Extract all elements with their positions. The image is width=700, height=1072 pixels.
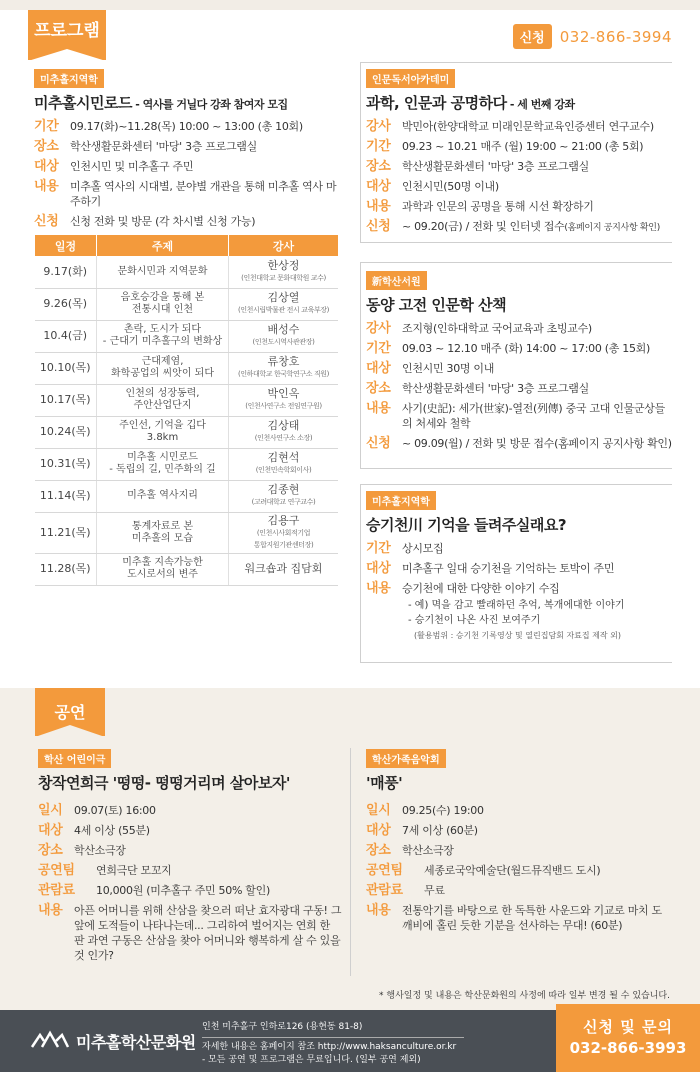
performance-title: 창작연희극 '떵떵- 떵떵거리며 살아보자' — [38, 774, 290, 792]
table-header-topic: 주제 — [97, 235, 229, 256]
schedule-date: 10.17(목) — [35, 384, 97, 416]
info-key: 신청 — [366, 436, 391, 451]
info-value: 세종로국악예술단(월드뮤직밴드 도시) — [424, 864, 601, 877]
schedule-lecturer: 한상정 (인천대학교 문화대학원 교수) — [229, 256, 339, 288]
info-value: 무료 — [424, 884, 445, 897]
table-row — [35, 288, 339, 320]
table-row — [35, 256, 339, 288]
info-key: 내용 — [366, 581, 391, 596]
apply-inquiry-label: 신청 및 문의 — [583, 1018, 673, 1036]
schedule-topic: 통계자료로 본 미추홀의 모습 — [97, 512, 229, 553]
schedule-lecturer: 배성수 (인천도시역사관관장) — [229, 320, 339, 352]
info-key: 강사 — [366, 119, 391, 134]
info-value: 09.23 ~ 10.21 매주 (월) 19:00 ~ 21:00 (총 5회) — [402, 140, 644, 153]
info-row — [366, 119, 672, 134]
info-row — [34, 214, 339, 229]
info-key: 장소 — [366, 381, 391, 396]
box-border — [360, 662, 672, 663]
info-row — [38, 883, 343, 898]
schedule-topic: 미추홀 지속가능한 도시로서의 변주 — [97, 553, 229, 585]
apply-phone[interactable]: 032-866-3994 — [559, 27, 672, 46]
info-value: 09.17(화)~11.28(목) 10:00 ~ 13:00 (총 10회) — [70, 120, 303, 133]
info-row — [366, 199, 672, 214]
info-key: 기간 — [366, 541, 391, 556]
table-row — [35, 320, 339, 352]
info-value: 미추홀 역사의 시대별, 분야별 개관을 통해 미추홀 역사 마주하기 — [70, 180, 337, 208]
info-key: 일시 — [366, 803, 391, 818]
performance-label: 학산가족음악회 — [366, 749, 446, 768]
info-row — [366, 561, 672, 576]
info-value: 10,000원 (미추홀구 주민 50% 할인) — [96, 884, 270, 897]
info-value: 학산생활문화센터 '마당' 3층 프로그램실 — [70, 140, 257, 153]
performance-title: '매풍' — [366, 774, 403, 792]
schedule-topic: 미추홀 시민로드 - 독립의 길, 민주화의 길 — [97, 448, 229, 480]
info-row — [38, 863, 343, 878]
info-row — [366, 843, 672, 858]
performance-column-divider — [350, 748, 351, 976]
info-key: 장소 — [38, 843, 63, 858]
info-row — [366, 159, 672, 174]
info-key: 내용 — [34, 179, 59, 194]
info-key: 대상 — [34, 159, 59, 174]
info-key: 기간 — [366, 341, 391, 356]
footnote: * 행사일정 및 내용은 학산문화원의 사정에 따라 일부 변경 될 수 있습니다. — [379, 991, 670, 1001]
schedule-topic: 근대제염, 화학공업의 씨앗이 되다 — [97, 352, 229, 384]
example-item: - 승기천이 나온 사진 보여주기 — [408, 615, 541, 626]
schedule-lecturer: 김상열 (인천시립박물관 전시 교육부장) — [229, 288, 339, 320]
info-row — [34, 179, 339, 209]
info-key: 대상 — [38, 823, 63, 838]
footer-separator — [202, 1037, 464, 1038]
performance-tag-label: 공연 — [54, 703, 86, 722]
schedule-date: 11.21(목) — [35, 512, 97, 553]
table-row — [35, 553, 339, 585]
info-key: 대상 — [366, 361, 391, 376]
program-label: 미추홀지역학 — [34, 69, 104, 88]
schedule-topic: 인천의 성장동력, 주안산업단지 — [97, 384, 229, 416]
example-item: - 예) 멱을 감고 빨래하던 추억, 복개에대한 이야기 — [408, 600, 625, 611]
usage-note: (활용범위 : 승기천 기록영상 및 열린집담회 자료집 제작 외) — [414, 631, 622, 640]
info-row — [366, 219, 672, 236]
info-value: 09.07(토) 16:00 — [74, 804, 156, 817]
info-value: ~ 09.09(월) / 전화 및 방문 접수(홈페이지 공지사항 확인) — [402, 437, 672, 450]
info-key: 일시 — [38, 803, 63, 818]
footer-free-note: - 모든 공연 및 프로그램은 무료입니다. (일부 공연 제외) — [202, 1055, 421, 1065]
table-row — [35, 448, 339, 480]
info-value: 학산소극장 — [402, 844, 454, 857]
schedule-lecturer: 김현석 (인천민속학회이사) — [229, 448, 339, 480]
info-row — [366, 903, 672, 933]
program-section-tag — [28, 10, 106, 60]
info-value: 인천시민(50명 이내) — [402, 180, 499, 193]
info-row — [38, 823, 343, 838]
schedule-topic: 음호승강을 통해 본 전통시대 인천 — [97, 288, 229, 320]
haksan-logo-icon — [30, 1029, 70, 1051]
schedule-date: 10.31(목) — [35, 448, 97, 480]
box-border — [360, 484, 361, 662]
schedule-lecturer: 김상태 (인천사연구소 소장) — [229, 416, 339, 448]
info-value: 승기천에 대한 다양한 이야기 수집 — [402, 582, 560, 595]
schedule-date: 11.14(목) — [35, 480, 97, 512]
info-value: 학산생활문화센터 '마당' 3층 프로그램실 — [402, 160, 589, 173]
org-name: 미추홀학산문화원 — [76, 1033, 196, 1052]
info-row — [366, 823, 672, 838]
program-mich-citizen-road — [34, 68, 339, 234]
schedule-topic: 미추홀 역사지리 — [97, 480, 229, 512]
info-row — [366, 139, 672, 154]
schedule-lecturer: 류창호 (인하대학교 한국학연구소 직원) — [229, 352, 339, 384]
schedule-date: 10.10(목) — [35, 352, 97, 384]
info-row — [38, 803, 343, 818]
program-science-humanities — [366, 68, 672, 241]
memory-examples — [408, 598, 672, 643]
performance-family-concert — [366, 748, 672, 938]
info-row — [366, 401, 672, 431]
info-value: 09.03 ~ 12.10 매주 (화) 14:00 ~ 17:00 (총 15회) — [402, 342, 650, 355]
info-row — [366, 436, 672, 451]
apply-badge: 신청 — [513, 24, 552, 49]
box-border — [360, 484, 672, 485]
program-seunggicheon-memory — [366, 490, 672, 643]
schedule-date: 10.24(목) — [35, 416, 97, 448]
schedule-lecturer: 워크숍과 집담회 — [229, 553, 339, 585]
info-row — [366, 803, 672, 818]
info-row — [38, 903, 343, 963]
table-row — [35, 480, 339, 512]
info-value: 상시모집 — [402, 542, 444, 555]
info-key: 내용 — [366, 903, 391, 918]
schedule-table — [34, 235, 338, 586]
info-key: 신청 — [366, 219, 391, 234]
info-row — [366, 361, 672, 376]
program-title: 과학, 인문과 공명하다 - 세 번째 강좌 — [366, 94, 575, 112]
info-row — [366, 883, 672, 898]
apply-inquiry-phone[interactable]: 032-866-3993 — [569, 1039, 687, 1057]
footer-website[interactable]: 자세한 내용은 홈페이지 참조 http://www.haksanculture.or.kr — [202, 1042, 457, 1052]
info-row — [366, 581, 672, 596]
table-row — [35, 384, 339, 416]
info-key: 대상 — [366, 561, 391, 576]
schedule-date: 11.28(목) — [35, 553, 97, 585]
table-row — [35, 512, 339, 553]
program-tag-label: 프로그램 — [34, 21, 100, 41]
info-key: 내용 — [366, 401, 391, 416]
info-value: 인천시민 및 미추홀구 주민 — [70, 160, 194, 173]
info-key: 강사 — [366, 321, 391, 336]
schedule-date: 9.26(목) — [35, 288, 97, 320]
info-key: 공연팀 — [366, 863, 403, 878]
box-border — [360, 468, 672, 469]
footer-address: 인천 미추홀구 인하로126 (용현동 81-8) — [202, 1022, 363, 1032]
performance-section-tag — [35, 688, 105, 736]
table-row — [35, 352, 339, 384]
performance-label: 학산 어린이극 — [38, 749, 111, 768]
info-value: 박민아(한양대학교 미래인문학교육인증센터 연구교수) — [402, 120, 654, 133]
info-value: 인천시민 30명 이내 — [402, 362, 495, 375]
info-key: 장소 — [366, 843, 391, 858]
info-key: 관람료 — [38, 883, 75, 898]
footer-apply-box[interactable] — [556, 1004, 700, 1072]
table-row — [35, 416, 339, 448]
info-value: 연희극단 모꼬지 — [96, 864, 172, 877]
info-row — [366, 541, 672, 556]
info-row — [366, 381, 672, 396]
program-label: 인문독서아카데미 — [366, 69, 455, 88]
info-row — [366, 321, 672, 336]
info-value: 전통악기를 바탕으로 한 독특한 사운드와 기교로 마치 도깨비에 홀린 듯한 기분을 선사하는 무대! (60분) — [402, 904, 662, 932]
box-border — [360, 62, 361, 242]
box-border — [360, 262, 672, 263]
table-header-lecturer: 강사 — [229, 235, 339, 256]
info-row — [34, 159, 339, 174]
box-border — [360, 262, 361, 468]
info-value: ~ 09.20(금) / 전화 및 인터넷 접수(홈페이지 공지사항 확인) — [402, 220, 660, 233]
info-row — [34, 139, 339, 154]
footer-info — [202, 1041, 456, 1067]
info-key: 대상 — [366, 179, 391, 194]
table-header-date: 일정 — [35, 235, 97, 256]
box-border — [360, 62, 672, 63]
info-key: 공연팀 — [38, 863, 75, 878]
program-title: 승기천川 기억을 들려주실래요? — [366, 516, 567, 534]
info-value: 신청 전화 및 방문 (각 차시별 신청 가능) — [70, 215, 256, 228]
info-key: 장소 — [366, 159, 391, 174]
info-key: 장소 — [34, 139, 59, 154]
program-title: 미추홀시민로드 - 역사를 거닐다 강좌 참여자 모집 — [34, 94, 288, 112]
info-key: 기간 — [366, 139, 391, 154]
info-row — [38, 843, 343, 858]
info-key: 내용 — [366, 199, 391, 214]
info-row — [34, 119, 339, 134]
schedule-date: 10.4(금) — [35, 320, 97, 352]
schedule-date: 9.17(화) — [35, 256, 97, 288]
info-value: 학산소극장 — [74, 844, 126, 857]
info-key: 기간 — [34, 119, 59, 134]
info-row — [366, 863, 672, 878]
info-value: 미추홀구 일대 승기천을 기억하는 토박이 주민 — [402, 562, 615, 575]
info-key: 관람료 — [366, 883, 403, 898]
column-divider — [350, 62, 351, 677]
apply-contact-top — [513, 24, 672, 49]
schedule-topic: 문화시민과 지역문화 — [97, 256, 229, 288]
info-key: 신청 — [34, 214, 59, 229]
info-key: 내용 — [38, 903, 63, 918]
program-label: 新학산서원 — [366, 271, 427, 290]
info-value: 학산생활문화센터 '마당' 3층 프로그램실 — [402, 382, 589, 395]
schedule-topic: 촌락, 도시가 되다 - 근대기 미추홀구의 변화상 — [97, 320, 229, 352]
info-value: 조지형(인하대학교 국어교육과 초빙교수) — [402, 322, 592, 335]
info-value: 09.25(수) 19:00 — [402, 804, 484, 817]
performance-children-play — [38, 748, 343, 968]
info-value: 과학과 인문의 공명을 통해 시선 확장하기 — [402, 200, 594, 213]
schedule-topic: 주인선, 기억을 깁다 3.8km — [97, 416, 229, 448]
program-label: 미추홀지역학 — [366, 491, 436, 510]
schedule-lecturer: 김용구 (인천시사회적기업 통합지원기관센터장) — [229, 512, 339, 553]
info-value: 7세 이상 (60분) — [402, 824, 478, 837]
info-key: 대상 — [366, 823, 391, 838]
info-value: 아픈 어머니를 위해 산삼을 찾으러 떠난 효자광대 구동! 그 앞에 도적들이 나타나는데... 그리하여 벌어지는 연희 한 판 과연 구동은 산삼을 찾아 어머니와 행복하게 살 수 있을 것 인가? — [74, 904, 342, 962]
schedule-lecturer: 김종현 (고려대학교 연구교수) — [229, 480, 339, 512]
schedule-lecturer: 박인옥 (인천사연구소 전임연구원) — [229, 384, 339, 416]
info-value: 사기(史記): 세가(世家)-열전(列傳) 중국 고대 인물군상들의 처세와 철학 — [402, 402, 665, 430]
box-border — [360, 242, 672, 243]
info-row — [366, 179, 672, 194]
program-eastern-classics — [366, 270, 672, 456]
info-value: 4세 이상 (55분) — [74, 824, 150, 837]
info-row — [366, 341, 672, 356]
program-title: 동양 고전 인문학 산책 — [366, 296, 507, 314]
